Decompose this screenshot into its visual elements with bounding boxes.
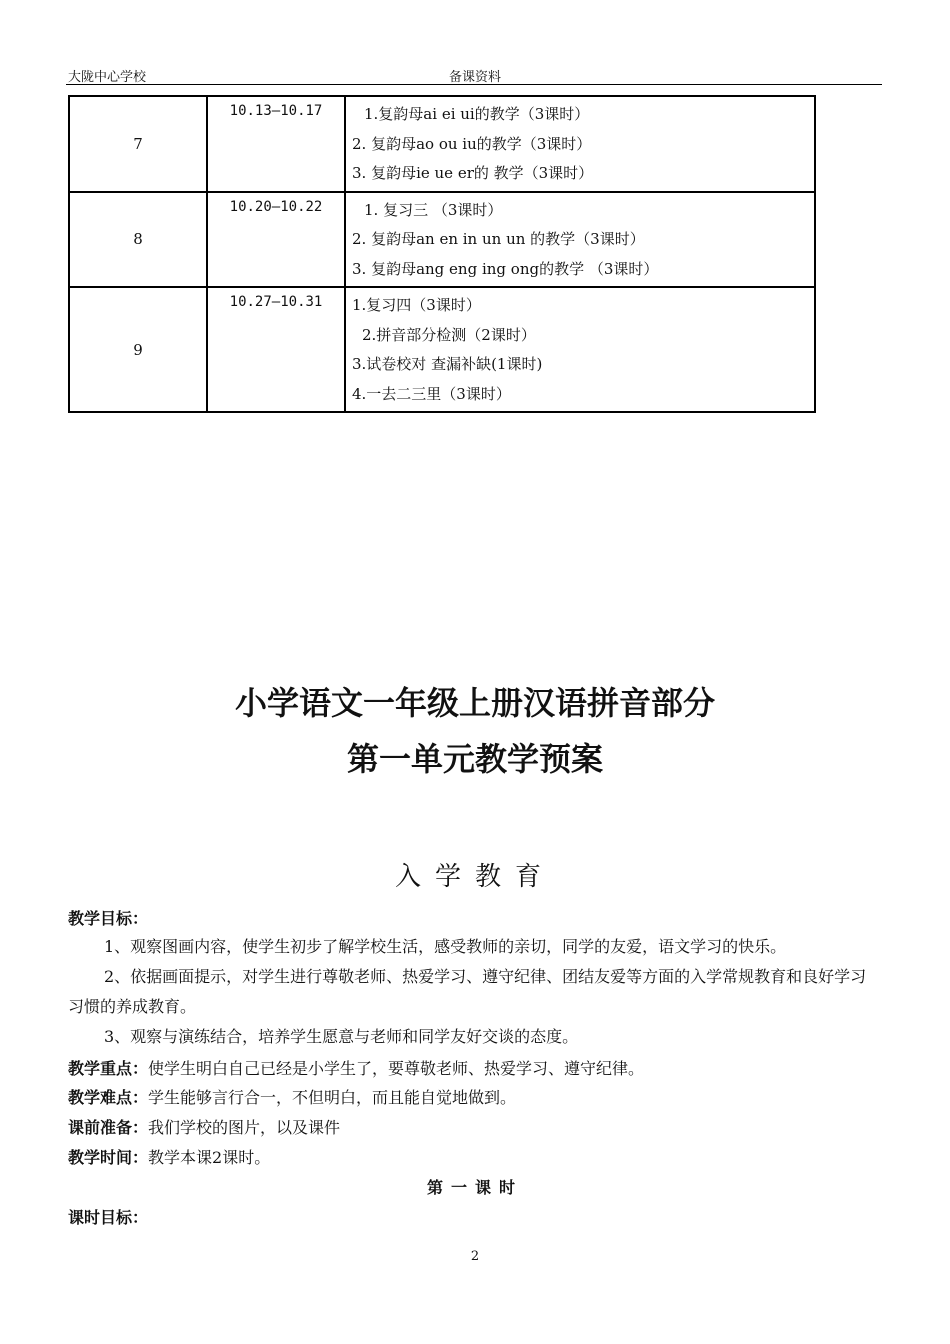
lesson-goals-label: 课时目标：: [68, 1208, 149, 1227]
key-point-text: 使学生明白自己已经是小学生了，要尊敬老师、热爱学习、遵守纪律。: [148, 1059, 645, 1078]
items-cell: [345, 192, 815, 288]
goals-heading: [68, 906, 148, 929]
items-cell: [345, 287, 815, 412]
goals-label: 教学目标：: [68, 909, 149, 928]
document-subtitle: 第一单元教学预案: [346, 740, 603, 778]
list-item: 2.拼音部分检测（2课时）: [362, 325, 536, 344]
week-cell: 9: [69, 287, 207, 412]
dates-cell: 10.13—10.17: [207, 96, 345, 192]
document-title: 小学语文一年级上册汉语拼音部分: [234, 684, 715, 722]
dates-cell: 10.27—10.31: [207, 287, 345, 412]
goal-item: 2、依据画面提示，对学生进行尊敬老师、热爱学习、遵守纪律、团结友爱等方面的入学常规教育和良好学习习惯的养成教育。: [68, 967, 867, 1016]
preparation-text: 我们学校的图片，以及课件: [148, 1118, 341, 1137]
time-text: 教学本课2课时。: [148, 1148, 271, 1167]
key-point-label: 教学重点：: [68, 1059, 149, 1078]
page-number: 2: [470, 1249, 480, 1264]
header-center-text: 备课资料: [448, 70, 501, 85]
week-cell: 7: [69, 96, 207, 192]
list-item: 2. 复韵母ao ou iu的教学（3课时）: [352, 134, 592, 153]
list-item: 1.复习四（3课时）: [352, 296, 481, 314]
teaching-time: [68, 1145, 270, 1168]
header-school: 大陇中心学校: [68, 70, 147, 85]
lesson-title: 入学教育: [394, 862, 555, 892]
goal-item: 3、观察与演练结合，培养学生愿意与老师和同学友好交谈的态度。: [104, 1027, 579, 1046]
goal-item: 1、观察图画内容，使学生初步了解学校生活，感受教师的亲切，同学的友爱，语文学习的快乐。: [104, 937, 787, 956]
list-item: 3. 复韵母ang eng ing ong的教学 （3课时）: [352, 259, 659, 278]
preparation-label: 课前准备：: [68, 1118, 149, 1137]
lesson-goals-heading: [68, 1205, 148, 1228]
difficulty-label: 教学难点：: [68, 1088, 149, 1107]
table-row: [69, 287, 815, 412]
list-item: 3. 复韵母ie ue er的 教学（3课时）: [352, 164, 594, 182]
difficulty: [68, 1085, 516, 1108]
list-item: 1.复韵母ai ei ui的教学（3课时）: [364, 105, 590, 123]
list-item: 3.试卷校对 查漏补缺(1课时): [352, 355, 543, 373]
table-row: [69, 192, 815, 288]
dates-cell: 10.20—10.22: [207, 192, 345, 288]
difficulty-text: 学生能够言行合一，不但明白，而且能自觉地做到。: [148, 1088, 517, 1107]
table-row: [69, 96, 815, 192]
list-item: 2. 复韵母an en in un un 的教学（3课时）: [352, 230, 645, 248]
week-cell: 8: [69, 192, 207, 288]
items-cell: [345, 96, 815, 192]
schedule-table: [68, 95, 816, 413]
list-item: 4.一去二三里（3课时）: [352, 384, 511, 403]
time-label: 教学时间：: [68, 1148, 149, 1167]
key-point: [68, 1056, 644, 1079]
first-lesson-heading: 第一课时: [426, 1178, 523, 1197]
list-item: 1. 复习三 （3课时）: [364, 200, 503, 219]
preparation: [68, 1115, 340, 1138]
header-divider: [66, 84, 882, 85]
